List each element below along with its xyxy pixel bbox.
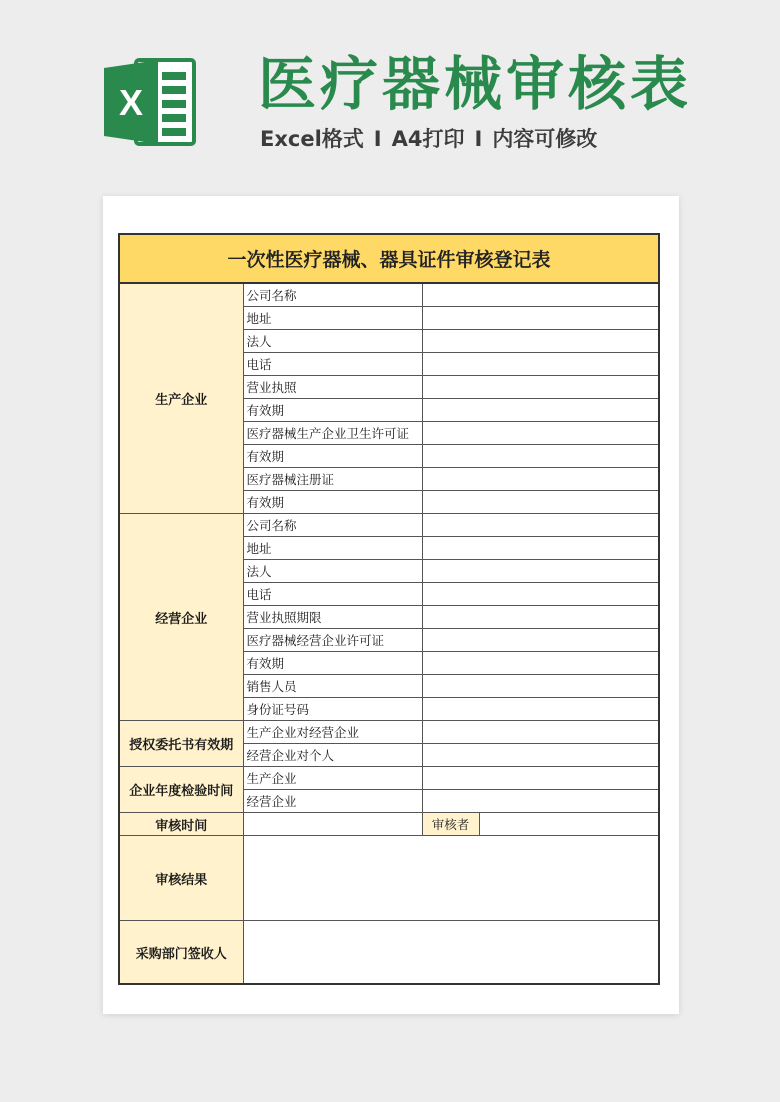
field-value-cell[interactable]	[422, 376, 659, 399]
field-value-cell[interactable]	[422, 445, 659, 468]
field-label: 经营企业对个人	[243, 744, 422, 767]
field-value-cell[interactable]	[422, 721, 659, 744]
field-value-cell[interactable]	[422, 399, 659, 422]
excel-logo-icon	[100, 56, 198, 148]
field-value-cell[interactable]	[422, 744, 659, 767]
field-value-cell[interactable]	[422, 767, 659, 790]
subtitle-format: Excel格式	[260, 127, 364, 151]
review-time-label: 审核时间	[119, 813, 243, 836]
field-label: 经营企业	[243, 790, 422, 813]
field-value-cell[interactable]	[422, 629, 659, 652]
field-value-cell[interactable]	[422, 675, 659, 698]
field-label: 有效期	[243, 445, 422, 468]
field-label: 医疗器械注册证	[243, 468, 422, 491]
field-label: 有效期	[243, 491, 422, 514]
field-label: 地址	[243, 307, 422, 330]
purchase-signer-value-cell[interactable]	[243, 921, 659, 985]
field-value-cell[interactable]	[422, 652, 659, 675]
field-label: 医疗器械经营企业许可证	[243, 629, 422, 652]
registration-form-table	[118, 233, 660, 985]
review-result-value-cell[interactable]	[243, 836, 659, 921]
field-value-cell[interactable]	[422, 307, 659, 330]
field-label: 公司名称	[243, 283, 422, 307]
field-value-cell[interactable]	[422, 560, 659, 583]
table-row	[119, 836, 659, 921]
table-row	[119, 721, 659, 744]
review-result-label: 审核结果	[119, 836, 243, 921]
field-label: 法人	[243, 330, 422, 353]
field-value-cell[interactable]	[422, 698, 659, 721]
field-value-cell[interactable]	[422, 583, 659, 606]
field-value-cell[interactable]	[422, 422, 659, 445]
table-row	[119, 767, 659, 790]
field-value-cell[interactable]	[422, 606, 659, 629]
review-time-value-cell[interactable]	[243, 813, 422, 836]
field-label: 有效期	[243, 399, 422, 422]
logo-letter: X	[118, 82, 144, 123]
field-value-cell[interactable]	[422, 468, 659, 491]
field-label: 电话	[243, 353, 422, 376]
field-label: 生产企业	[243, 767, 422, 790]
table-row	[119, 921, 659, 985]
field-value-cell[interactable]	[422, 537, 659, 560]
subtitle-separator: I	[474, 127, 483, 151]
field-label: 销售人员	[243, 675, 422, 698]
field-value-cell[interactable]	[422, 353, 659, 376]
field-label: 营业执照	[243, 376, 422, 399]
field-value-cell[interactable]	[422, 790, 659, 813]
field-label: 医疗器械生产企业卫生许可证	[243, 422, 422, 445]
purchase-signer-label: 采购部门签收人	[119, 921, 243, 985]
subtitle-editable: 内容可修改	[492, 127, 598, 151]
section-authorization-validity-label: 授权委托书有效期	[119, 721, 243, 767]
section-annual-inspection-label: 企业年度检验时间	[119, 767, 243, 813]
field-value-cell[interactable]	[422, 514, 659, 537]
table-row	[119, 813, 659, 836]
banner	[0, 0, 780, 185]
table-row	[119, 514, 659, 537]
field-value-cell[interactable]	[422, 491, 659, 514]
section-distributor-label: 经营企业	[119, 514, 243, 721]
field-label: 营业执照期限	[243, 606, 422, 629]
field-label: 公司名称	[243, 514, 422, 537]
subtitle-print: A4打印	[391, 127, 465, 151]
subtitle-separator: I	[373, 127, 382, 151]
reviewer-value-cell[interactable]	[479, 813, 659, 836]
field-value-cell[interactable]	[422, 330, 659, 353]
field-label: 电话	[243, 583, 422, 606]
table-row	[119, 283, 659, 307]
field-label: 地址	[243, 537, 422, 560]
field-label: 生产企业对经营企业	[243, 721, 422, 744]
field-label: 有效期	[243, 652, 422, 675]
section-manufacturer-label: 生产企业	[119, 283, 243, 514]
field-label: 身份证号码	[243, 698, 422, 721]
table-title: 一次性医疗器械、器具证件审核登记表	[119, 234, 659, 283]
reviewer-label: 审核者	[422, 813, 479, 836]
subtitle	[260, 124, 597, 154]
field-value-cell[interactable]	[422, 283, 659, 307]
page-title: 医疗器械审核表	[258, 50, 693, 118]
field-label: 法人	[243, 560, 422, 583]
